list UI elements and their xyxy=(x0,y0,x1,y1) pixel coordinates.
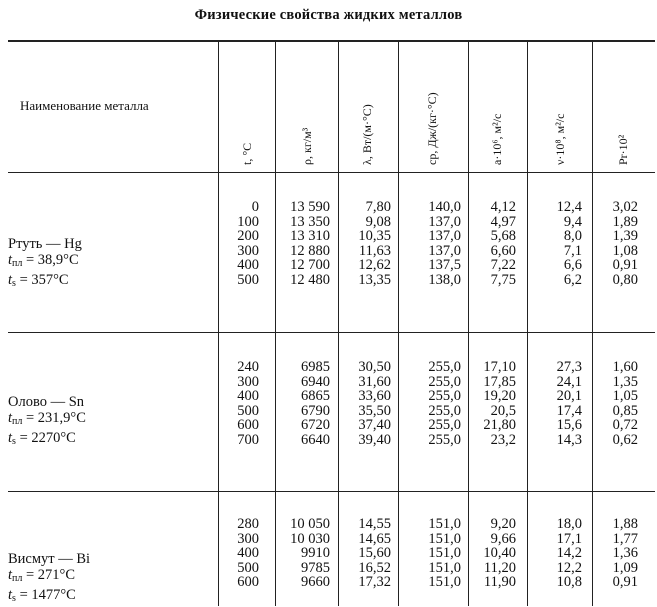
table-cell: 39,40 xyxy=(358,431,391,448)
header-col-t: t, °С xyxy=(240,142,254,165)
table-cell: 20,5 xyxy=(490,402,516,419)
table-cell: 151,0 xyxy=(428,559,461,576)
table-cell: 17,10 xyxy=(483,359,516,375)
table-cell: 13 350 xyxy=(290,213,330,230)
table-cell: 11,63 xyxy=(358,242,391,259)
group-rule-2 xyxy=(8,491,655,492)
col-a xyxy=(483,360,516,448)
table-cell: 1,35 xyxy=(612,373,638,390)
col-divider xyxy=(527,42,528,606)
table-cell: 10,40 xyxy=(483,545,516,562)
col-cp xyxy=(428,200,461,288)
table-cell: 255,0 xyxy=(428,388,461,405)
col-lambda xyxy=(358,517,391,590)
table-cell: 1,88 xyxy=(612,516,638,532)
table-cell: 27,3 xyxy=(556,359,582,375)
table-cell: 6,6 xyxy=(563,257,582,274)
table-cell: 137,0 xyxy=(428,228,461,245)
table-cell: 15,6 xyxy=(556,417,582,434)
table-cell: 6,60 xyxy=(490,242,516,259)
table-cell: 13,35 xyxy=(358,271,391,288)
table-cell: 7,1 xyxy=(563,242,582,259)
table-cell: 7,75 xyxy=(490,271,516,288)
table-cell: 0,91 xyxy=(612,257,638,274)
table-cell: 200 xyxy=(237,228,259,245)
col-t xyxy=(237,517,259,590)
table-cell: 280 xyxy=(237,516,259,532)
table-cell: 1,89 xyxy=(612,213,638,230)
table-cell: 600 xyxy=(237,417,259,434)
table-cell: 255,0 xyxy=(428,431,461,448)
table-cell: 9,4 xyxy=(563,213,582,230)
col-lambda xyxy=(358,360,391,448)
table-cell: 400 xyxy=(237,545,259,562)
top-rule xyxy=(8,40,655,42)
col-divider xyxy=(218,42,219,606)
table-cell: 1,08 xyxy=(612,242,638,259)
header-col-nu: ν·10⁸, м²/с xyxy=(553,113,567,165)
table-cell: 500 xyxy=(237,271,259,288)
col-t xyxy=(237,360,259,448)
table-cell: 0 xyxy=(251,199,259,215)
table-cell: 151,0 xyxy=(428,530,461,547)
table-cell: 37,40 xyxy=(358,417,391,434)
table-cell: 14,2 xyxy=(556,545,582,562)
table-cell: 137,0 xyxy=(428,213,461,230)
table-cell: 10,8 xyxy=(556,574,582,591)
table-cell: 0,85 xyxy=(612,402,638,419)
table-cell: 8,0 xyxy=(563,228,582,245)
col-t xyxy=(237,200,259,288)
table-cell: 24,1 xyxy=(556,373,582,390)
col-lambda xyxy=(358,200,391,288)
table-cell: 11,20 xyxy=(483,559,516,576)
table-cell: 12,4 xyxy=(556,199,582,215)
table-cell: 300 xyxy=(237,530,259,547)
table-cell: 14,65 xyxy=(358,530,391,547)
table-cell: 0,91 xyxy=(612,574,638,591)
header-col-rho: ρ, кг/м³ xyxy=(300,127,314,165)
melting-point: $t_{пл} = 38,9^\circ С$ xyxy=(8,252,79,269)
table-cell: 18,0 xyxy=(556,516,582,532)
col-a xyxy=(491,200,516,288)
table-cell: 3,02 xyxy=(612,199,638,215)
header-col-pr: Pr·10² xyxy=(616,134,630,165)
table-cell: 255,0 xyxy=(428,359,461,375)
table-cell: 17,4 xyxy=(556,402,582,419)
melting-point: $t_{пл} = 271^\circ С$ xyxy=(8,567,76,584)
table-cell: 13 310 xyxy=(290,228,330,245)
table-cell: 9,20 xyxy=(490,516,516,532)
table-cell: 6985 xyxy=(301,359,330,375)
group-rule-1 xyxy=(8,332,655,333)
table-cell: 0,80 xyxy=(612,271,638,288)
table-cell: 7,22 xyxy=(490,257,516,274)
table-cell: 5,68 xyxy=(490,228,516,245)
col-pr xyxy=(613,517,638,590)
metal-name: Висмут — Bi xyxy=(8,551,91,567)
boiling-point: $t_s = 357^\circ С$ xyxy=(8,272,69,289)
table-cell: 31,60 xyxy=(358,373,391,390)
boiling-point: $t_s = 1477^\circ С$ xyxy=(8,587,76,604)
table-cell: 4,12 xyxy=(490,199,516,215)
col-pr xyxy=(613,360,638,448)
table-cell: 400 xyxy=(237,388,259,405)
table-cell: 1,39 xyxy=(612,228,638,245)
table-cell: 137,5 xyxy=(428,257,461,274)
col-divider xyxy=(398,42,399,606)
header-col-lambda: λ, Вт/(м·°С) xyxy=(360,104,374,165)
table-cell: 12 880 xyxy=(290,242,330,259)
table-cell: 9660 xyxy=(301,574,330,591)
table-cell: 6,2 xyxy=(563,271,582,288)
table-cell: 137,0 xyxy=(428,242,461,259)
table-cell: 255,0 xyxy=(428,417,461,434)
table-cell: 400 xyxy=(237,257,259,274)
col-divider xyxy=(275,42,276,606)
header-metal-name: Наименование металла xyxy=(20,98,149,113)
table-cell: 1,09 xyxy=(612,559,638,576)
col-divider xyxy=(468,42,469,606)
table-cell: 6940 xyxy=(301,373,330,390)
col-a xyxy=(483,517,516,590)
col-nu xyxy=(557,360,582,448)
table-cell: 4,97 xyxy=(490,213,516,230)
table-cell: 9785 xyxy=(301,559,330,576)
table-cell: 14,3 xyxy=(556,431,582,448)
table-cell: 19,20 xyxy=(483,388,516,405)
table-cell: 9,66 xyxy=(490,530,516,547)
table-cell: 151,0 xyxy=(428,574,461,591)
table-cell: 6640 xyxy=(301,431,330,448)
table-cell: 21,80 xyxy=(483,417,516,434)
table-cell: 100 xyxy=(237,213,259,230)
col-cp xyxy=(428,360,461,448)
table-cell: 1,05 xyxy=(612,388,638,405)
table-cell: 500 xyxy=(237,402,259,419)
table-cell: 10 050 xyxy=(290,516,330,532)
melting-point: $t_{пл} = 231,9^\circ С$ xyxy=(8,410,86,427)
table-cell: 12 700 xyxy=(290,257,330,274)
metal-label-sn xyxy=(8,394,86,450)
table-cell: 10 030 xyxy=(290,530,330,547)
table-cell: 12,62 xyxy=(358,257,391,274)
table-cell: 600 xyxy=(237,574,259,591)
table-cell: 1,60 xyxy=(612,359,638,375)
table-cell: 17,85 xyxy=(483,373,516,390)
table-cell: 11,90 xyxy=(483,574,516,591)
col-divider xyxy=(592,42,593,606)
table-cell: 1,36 xyxy=(612,545,638,562)
header-col-cp: cp, Дж/(кг·°С) xyxy=(425,92,439,165)
col-rho xyxy=(290,200,330,288)
table-cell: 6865 xyxy=(301,388,330,405)
metal-name: Ртуть — Hg xyxy=(8,236,82,252)
table-cell: 15,60 xyxy=(358,545,391,562)
table-cell: 7,80 xyxy=(365,199,391,215)
table-cell: 12,2 xyxy=(556,559,582,576)
metal-label-bi xyxy=(8,551,90,607)
table-cell: 17,1 xyxy=(556,530,582,547)
col-rho xyxy=(290,517,330,590)
table-cell: 140,0 xyxy=(428,199,461,215)
table-cell: 700 xyxy=(237,431,259,448)
table-cell: 30,50 xyxy=(358,359,391,375)
table-cell: 10,35 xyxy=(358,228,391,245)
table-cell: 240 xyxy=(237,359,259,375)
table-cell: 9,08 xyxy=(365,213,391,230)
table-cell: 151,0 xyxy=(428,516,461,532)
table-cell: 1,77 xyxy=(612,530,638,547)
table-cell: 13 590 xyxy=(290,199,330,215)
table-cell: 138,0 xyxy=(428,271,461,288)
col-pr xyxy=(613,200,638,288)
table-cell: 14,55 xyxy=(358,516,391,532)
table-title: Физические свойства жидких металлов xyxy=(194,7,463,23)
col-rho xyxy=(301,360,330,448)
metal-label-hg xyxy=(8,236,82,292)
table-cell: 12 480 xyxy=(290,271,330,288)
table-cell: 23,2 xyxy=(490,431,516,448)
col-divider xyxy=(338,42,339,606)
table-cell: 6720 xyxy=(301,417,330,434)
table-cell: 17,32 xyxy=(358,574,391,591)
table-cell: 0,62 xyxy=(612,431,638,448)
table-cell: 0,72 xyxy=(612,417,638,434)
table-cell: 255,0 xyxy=(428,373,461,390)
table-cell: 16,52 xyxy=(358,559,391,576)
table-cell: 300 xyxy=(237,242,259,259)
header-rule xyxy=(8,172,655,173)
table-cell: 33,60 xyxy=(358,388,391,405)
table-cell: 255,0 xyxy=(428,402,461,419)
boiling-point: $t_s = 2270^\circ С$ xyxy=(8,430,76,447)
metal-name: Олово — Sn xyxy=(8,394,85,410)
table-cell: 9910 xyxy=(301,545,330,562)
table-cell: 6790 xyxy=(301,402,330,419)
table-cell: 35,50 xyxy=(358,402,391,419)
table-cell: 500 xyxy=(237,559,259,576)
col-nu xyxy=(557,200,582,288)
table-cell: 20,1 xyxy=(556,388,582,405)
col-nu xyxy=(557,517,582,590)
col-cp xyxy=(428,517,461,590)
table-cell: 300 xyxy=(237,373,259,390)
header-col-a: a·10⁶, м²/с xyxy=(490,113,504,165)
table-cell: 151,0 xyxy=(428,545,461,562)
